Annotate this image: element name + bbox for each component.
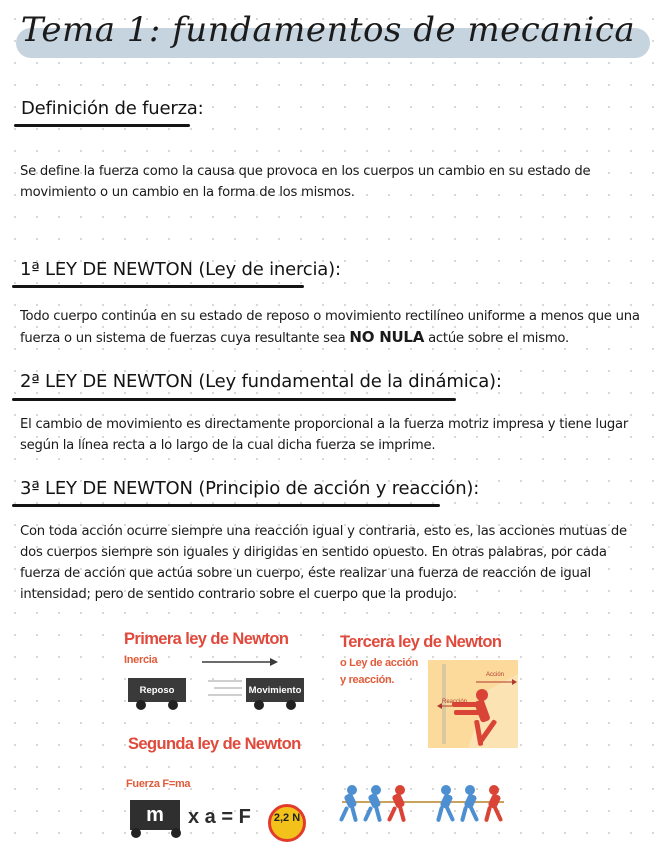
heading-underline <box>12 398 456 401</box>
heading-definicion-fuerza: Definición de fuerza: <box>21 98 204 119</box>
wheel-icon <box>136 700 146 710</box>
action-label: Acción <box>486 672 505 678</box>
formula-text: x a = F <box>188 806 251 828</box>
cart-rest-label: Reposo <box>128 678 186 702</box>
motion-arrow-icon <box>200 656 280 668</box>
primera-ley-text-part: actúe sobre el mismo. <box>428 331 569 346</box>
segunda-ley-text: El cambio de movimiento es directamente proporcional a la fuerza motriz impresa y tiene lugar según la línea recta a lo largo de la cual dicha fuerza se imprime. <box>20 417 629 453</box>
definicion-fuerza-text: Se define la fuerza como la causa que provoca en los cuerpos un cambio en su estado de movimiento o un cambio en la forma de los mismos. <box>20 164 591 200</box>
no-nula-emphasis: NO NULA <box>349 328 425 346</box>
cart-moving-label: Movimiento <box>246 678 304 702</box>
primera-ley-text-part: Todo cuerpo continúa en su estado de reposo o movimiento rectilíneo uniforme a menos que una fuerza o un sistema de fuerzas cuya resultante sea <box>20 309 640 346</box>
heading-segunda-ley: 2ª LEY DE NEWTON (Ley fundamental de la dinámica): <box>20 371 502 392</box>
third-law-subtitle-1: o Ley de acción <box>340 657 419 669</box>
primera-ley-text <box>20 306 642 349</box>
wheel-icon <box>168 700 178 710</box>
wheel-icon <box>286 700 296 710</box>
first-law-subtitle: Inercia <box>124 654 158 666</box>
cart-moving <box>246 678 304 702</box>
third-law-title: Tercera ley de Newton <box>340 633 502 651</box>
speed-lines-icon <box>204 676 244 702</box>
page-title: Tema 1: fundamentos de mecanica <box>20 10 636 50</box>
mass-box: m <box>130 800 180 830</box>
tercera-ley-text: Con toda acción ocurre siempre una reacción igual y contraria, esto es, las acciones mutuas de dos cuerpos siempre son iguales y dirigidas en sentido opuesto. En otras palabras, por cada fuerza de acción que actúa sobre un cuerpo, éste realizar una fuerza de reacción de igual intensidad; pero de sentido contrario sobre el cuerpo que la produjo. <box>20 524 627 602</box>
first-law-title: Primera ley de Newton <box>124 630 289 648</box>
mass-wheels-icon <box>126 826 186 840</box>
heading-underline <box>12 285 304 288</box>
wheel-icon <box>254 700 264 710</box>
second-law-title: Segunda ley de Newton <box>128 735 301 753</box>
heading-underline <box>14 124 190 127</box>
heading-underline <box>12 504 440 507</box>
force-medal: 2,2 N <box>268 804 306 842</box>
tug-of-war-icon <box>338 782 508 826</box>
cart-rest <box>128 678 186 702</box>
third-law-subtitle-2: y reacción. <box>340 674 395 686</box>
heading-tercera-ley: 3ª LEY DE NEWTON (Principio de acción y reacción): <box>20 478 480 499</box>
heading-primera-ley: 1ª LEY DE NEWTON (Ley de inercia): <box>20 259 341 280</box>
reaction-label: Reacción <box>442 699 468 705</box>
second-law-subtitle: Fuerza F=ma <box>126 778 191 790</box>
